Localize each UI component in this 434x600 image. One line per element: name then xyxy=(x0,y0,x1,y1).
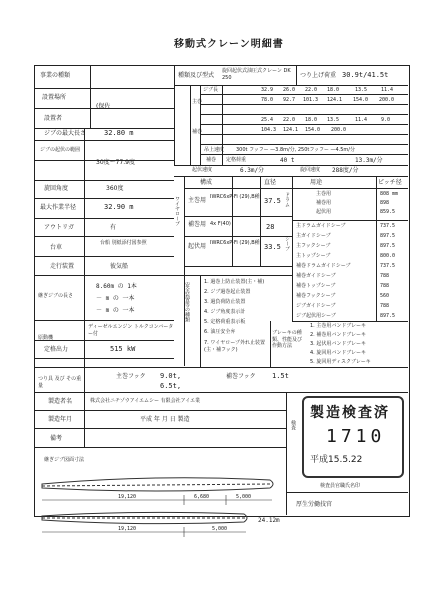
brake-title: ブレーキの種類、性能及び作動方法 xyxy=(272,330,303,349)
senkai-sokudo-label: 旋回速度 xyxy=(300,167,321,173)
biko-label: 備考 xyxy=(50,435,63,442)
safety-title: 安全装置等の種類 xyxy=(184,282,190,322)
senkai-label: 旋回角度 xyxy=(44,185,69,192)
outrigger-label: アウトリガ xyxy=(44,224,74,231)
tsurigu-sub-value: 1.5t xyxy=(272,372,289,380)
tsuri-label: つり上げ荷重 xyxy=(300,72,337,79)
jigyosho-label: 事業の種類 xyxy=(40,72,71,79)
wire-kei-label: 直径 xyxy=(264,179,277,186)
load-col-main: 主巻 xyxy=(192,99,203,105)
tsurigu-main-label: 主巻フック xyxy=(116,373,146,380)
maker-label: 製造者名 xyxy=(48,398,73,405)
kifuku-label: 起伏速度 xyxy=(192,167,213,173)
hanni-label: 最大作業半径 xyxy=(40,204,77,211)
dim-3: 5,000 xyxy=(236,494,252,500)
tsurigu-main-value: 9.0t, xyxy=(160,372,182,380)
sheave-label: シーブ xyxy=(284,236,290,251)
jib-drawing xyxy=(36,462,286,542)
stamp-date: 平成15.5.22 xyxy=(310,455,363,465)
hanni-value: 32.90 m xyxy=(104,203,134,211)
wire-koseki-label: 構成 xyxy=(200,179,213,186)
jib-outline-upper xyxy=(42,478,273,491)
jib-len-label: 継ぎジブの長さ xyxy=(38,293,74,299)
daisha-label: 台車 xyxy=(50,244,63,251)
tsurigu-sub-label: 補巻フック xyxy=(226,373,256,380)
jib-len-1: 8.60m の 1本 xyxy=(96,283,137,290)
dim-4: 19,120 xyxy=(118,526,137,532)
setchi-label: 設置場所 xyxy=(42,94,67,101)
hojo-value: 40 t xyxy=(280,157,295,164)
maker-value: 株式会社ニチゾウアイエムシー 有限会社アイエ業 xyxy=(90,398,200,404)
jib-len-3: － m の 一本 xyxy=(96,307,135,314)
drum-label: ドラム xyxy=(284,192,290,207)
tsuri-value: 30.9t/41.5t xyxy=(342,71,389,79)
tiri-label: 吊上速度 xyxy=(204,147,225,153)
load-col-sub: 補巻 xyxy=(192,129,203,135)
stamp-vertical: 検査 xyxy=(290,420,296,430)
page-title: 移動式クレーン明細書 xyxy=(174,39,284,50)
tiri-value: 300t フッフー —3.8m/分, 250tフッフー —4.5m/分 xyxy=(236,147,355,153)
soko-value: 彼気船 xyxy=(110,263,129,270)
senkai-sokudo-value: 288度/分 xyxy=(332,167,359,174)
rated-label: 定格出力 xyxy=(44,346,69,353)
dim-2: 6,680 xyxy=(194,494,210,500)
daisha-value: 台船 別紙添付図参照 xyxy=(100,240,147,246)
tsurigu-main-value2: 6.5t, xyxy=(160,382,182,390)
inspection-stamp xyxy=(302,396,404,478)
soko-label: 走行装置 xyxy=(50,263,75,270)
jib-max-len-value: 32.80 m xyxy=(104,129,134,137)
drawing-title: 継ぎジブ図面寸法 xyxy=(44,457,85,463)
rated-value: 515 kW xyxy=(110,345,136,353)
wire-pitch-label: ピッチ径 xyxy=(378,179,402,186)
hojo-sokudo: 13.3m/分 xyxy=(355,157,383,164)
shurui-label: 種類及び型式 xyxy=(178,72,215,79)
setchi-value: (保佐 xyxy=(96,103,111,110)
jib-outline-lower xyxy=(42,512,247,523)
dim-5: 5,000 xyxy=(212,526,228,532)
jib-rel-len-value: 30度〜77.9度 xyxy=(96,159,135,166)
wire-rope-label: ワイヤロープ xyxy=(174,196,180,226)
outrigger-value: 有 xyxy=(110,224,117,231)
stamp-number: 1710 xyxy=(326,426,386,447)
jib-max-len-label: ジブの最大長さ xyxy=(44,130,87,137)
tsurigu-label: つり具 及び その重量 xyxy=(38,376,82,389)
hojo-label: 補巻 xyxy=(206,157,217,163)
secchisha-label: 設置者 xyxy=(44,115,63,122)
wire-youto-label: 用途 xyxy=(310,179,323,186)
jib-len-2: － m の 一本 xyxy=(96,295,135,302)
teikaku-label: 定格荷重 xyxy=(226,157,247,163)
inspector-name: 厚生労働技官 xyxy=(296,501,333,508)
dim-total: 24.12m xyxy=(258,517,280,524)
gendoki-label: 原動機 xyxy=(38,335,54,341)
stamp-main: 製造検査済 xyxy=(310,405,390,421)
engine-label: ディーゼルエンジン トルクコンバーター付 xyxy=(88,324,174,337)
dim-1: 19,120 xyxy=(118,494,137,500)
kifuku-value: 6.3m/分 xyxy=(240,167,265,174)
date-label: 製造年月 xyxy=(48,416,73,423)
jib-rel-len-label: ジブの起伏の範囲 xyxy=(40,147,81,153)
shurui-value: 旋回起伏式油圧式クレーン DK 250 xyxy=(222,68,291,81)
stamp-sub-label: 検査員官職氏名印 xyxy=(320,483,361,489)
load-col-jib: ジブ長 xyxy=(203,87,219,93)
senkai-value: 360度 xyxy=(106,185,124,192)
date-value: 平成 年 月 日 製造 xyxy=(140,416,190,423)
